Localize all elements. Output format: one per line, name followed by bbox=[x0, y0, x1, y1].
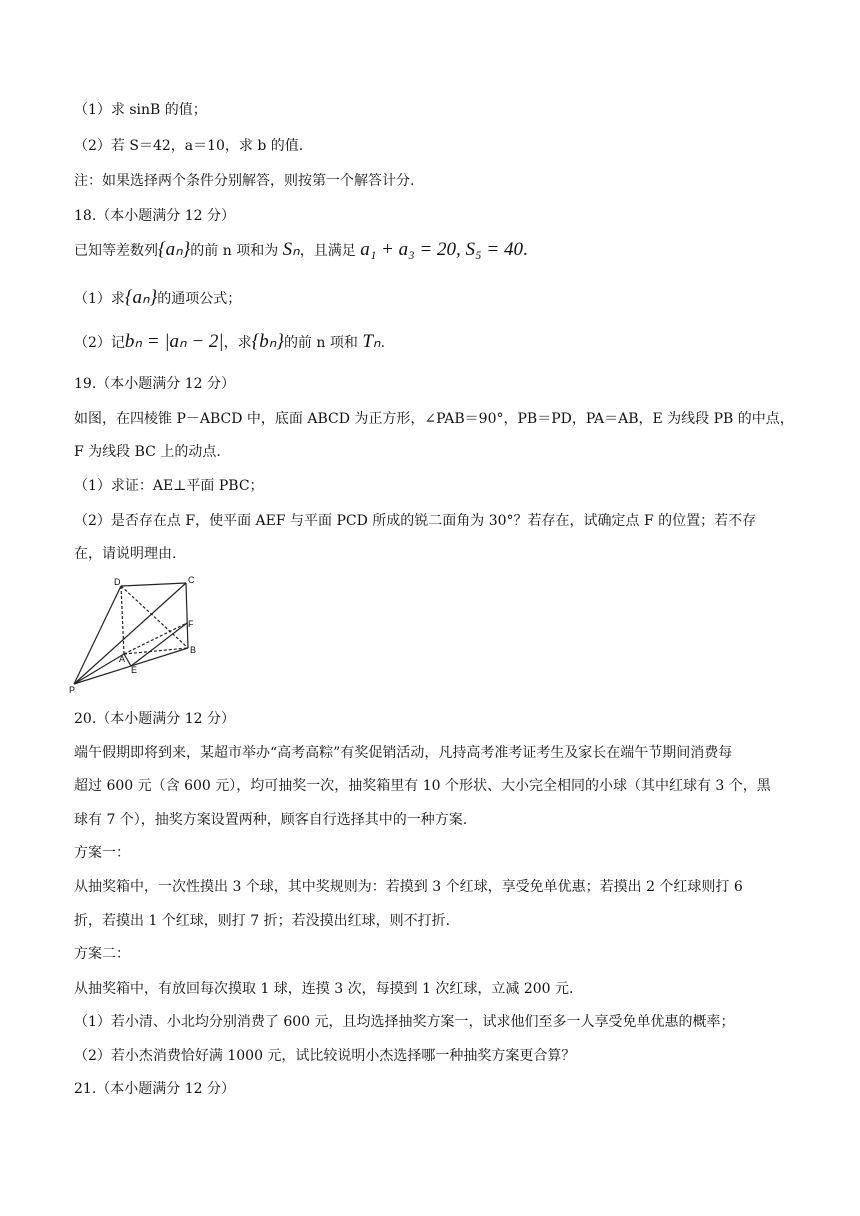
q17-part1: （1）求 sinB 的值； bbox=[74, 102, 207, 118]
q18-p2-end: . bbox=[380, 335, 385, 351]
q18-p1-seq: {aₙ} bbox=[124, 287, 158, 308]
q20-stem-line3: 球有 7 个），抽奖方案设置两种，顾客自行选择其中的一种方案. bbox=[74, 812, 468, 828]
edge-dc bbox=[121, 583, 186, 586]
q20-plan1-line1: 从抽奖箱中，一次性摸出 3 个球，其中奖规则为：若摸到 3 个红球，享受免单优惠；若摸出 2 个红球则打 6 bbox=[74, 879, 743, 895]
q18-p2-text-b: ，求 bbox=[223, 335, 252, 351]
q20-header: 20.（本小题满分 12 分） bbox=[74, 711, 235, 727]
q19-stem-line2: F 为线段 BC 上的动点. bbox=[74, 444, 221, 460]
q18-part1 bbox=[74, 288, 241, 309]
q19-part1: （1）求证：AE⊥平面 PBC； bbox=[74, 478, 264, 494]
edge-cb bbox=[186, 583, 188, 648]
q18-stem-text-c: ，且满足 bbox=[299, 243, 356, 259]
q18-condition: a₁ + a₃ = 20, S₅ = 40 bbox=[360, 239, 523, 260]
segment-ae bbox=[124, 654, 131, 666]
q20-stem-line1: 端午假期即将到来，某超市举办“高考高粽”有奖促销活动，凡持高考准考证考生及家长在端午节期间消费每 bbox=[74, 745, 733, 761]
label-a: A bbox=[119, 654, 126, 664]
q20-part2: （2）若小杰消费恰好满 1000 元，试比较说明小杰选择哪一种抽奖方案更合算？ bbox=[74, 1048, 576, 1064]
q20-part1: （1）若小清、小北均分别消费了 600 元，且均选择抽奖方案一，试求他们至多一人享受免单优惠的概率； bbox=[74, 1014, 735, 1030]
q18-p2-text-a: （2）记 bbox=[74, 335, 125, 351]
q20-plan1-line2: 折，若摸出 1 个红球，则打 7 折；若没摸出红球，则不打折. bbox=[74, 913, 451, 929]
q18-p2-text-c: 的前 n 项和 bbox=[283, 335, 358, 351]
label-e: E bbox=[131, 665, 138, 675]
note: 注：如果选择两个条件分别解答，则按第一个解答计分. bbox=[74, 173, 415, 189]
pyramid-figure bbox=[68, 572, 208, 696]
q18-p1-text-b: 的通项公式； bbox=[157, 291, 242, 307]
label-p: P bbox=[69, 685, 76, 695]
q18-stem-text-a: 已知等差数列 bbox=[74, 243, 158, 259]
q18-part2 bbox=[74, 332, 385, 353]
q18-seq-symbol: {aₙ} bbox=[158, 239, 191, 260]
label-b: B bbox=[190, 645, 197, 655]
label-f: F bbox=[188, 619, 194, 629]
q20-plan2-title: 方案二： bbox=[74, 946, 130, 962]
q18-p2-seq: {bₙ} bbox=[251, 331, 284, 352]
edge-pc bbox=[74, 583, 186, 684]
q20-plan2-line1: 从抽奖箱中，有放回每次摸取 1 球，连摸 3 次，每摸到 1 次红球，立减 200 元. bbox=[74, 981, 574, 997]
q17-part2: （2）若 S＝42，a＝10，求 b 的值. bbox=[74, 138, 304, 154]
q21-header: 21.（本小题满分 12 分） bbox=[74, 1081, 235, 1097]
q18-p1-text-a: （1）求 bbox=[74, 291, 125, 307]
label-d: D bbox=[114, 577, 121, 587]
q18-stem: 已知等差数列{aₙ}的前 n 项和为 Sₙ，且满足 a₁ + a₃ = 20, S₅ = 40. bbox=[74, 239, 528, 260]
q19-header: 19.（本小题满分 12 分） bbox=[74, 376, 235, 392]
label-c: C bbox=[188, 575, 195, 585]
q18-p2-def: bₙ = |aₙ − 2| bbox=[124, 331, 224, 352]
q19-part2-line2: 在，请说明理由. bbox=[74, 546, 177, 562]
q19-stem-line1: 如图，在四棱锥 P－ABCD 中，底面 ABCD 为正方形，∠PAB＝90°，PB＝PD，PA＝AB，E 为线段 PB 的中点， bbox=[74, 411, 794, 427]
q18-header: 18.（本小题满分 12 分） bbox=[74, 208, 235, 224]
q20-plan1-title: 方案一： bbox=[74, 845, 130, 861]
diagonal-db-dashed bbox=[121, 586, 188, 648]
q18-Sn-symbol: Sₙ bbox=[282, 239, 300, 260]
q18-p2-Tn: Tₙ bbox=[362, 331, 381, 352]
q20-stem-line2: 超过 600 元（含 600 元），均可抽奖一次，抽奖箱里有 10 个形状、大小完全相同的小球（其中红球有 3 个，黑 bbox=[74, 778, 771, 794]
edge-da-dashed bbox=[121, 586, 124, 654]
segment-ef bbox=[131, 623, 187, 666]
q19-part2-line1: （2）是否存在点 F，使平面 AEF 与平面 PCD 所成的锐二面角为 30°？若存在，试确定点 F 的位置；若不存 bbox=[74, 513, 757, 529]
q18-stem-text-b: 的前 n 项和为 bbox=[190, 243, 279, 259]
